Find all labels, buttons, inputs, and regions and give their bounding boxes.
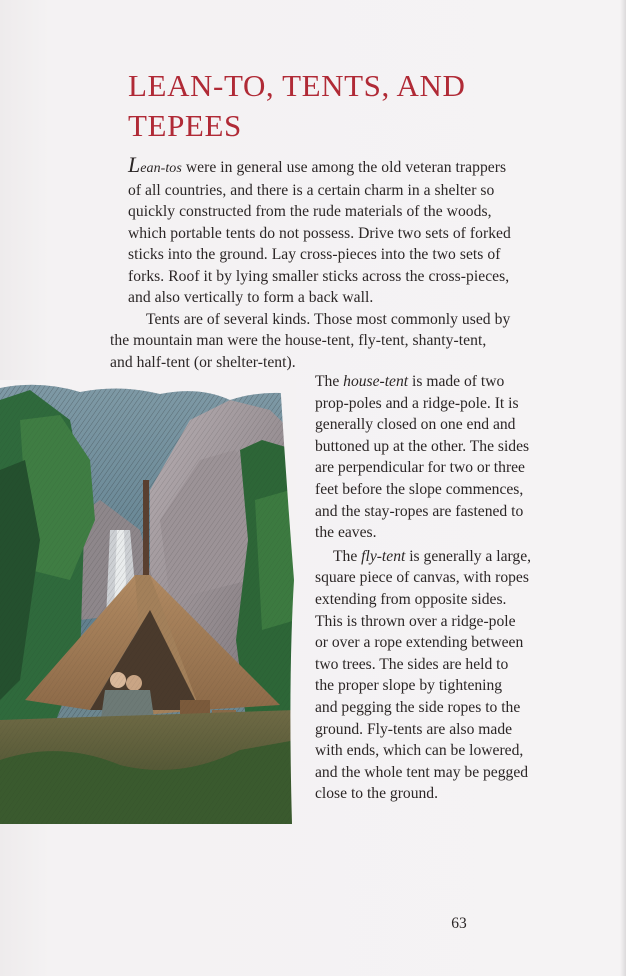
text-line: The [333,547,362,565]
right-column-text [315,371,547,805]
text-line: feet before the slope commences, [315,480,524,498]
text-line: generally closed on one end and [315,416,516,434]
drop-cap: L [128,152,141,177]
page-gutter-shadow [620,0,626,976]
text-line: forks. Roof it by lying smaller sticks across the cross-pieces, [128,267,510,285]
text-line: the eaves. [315,524,377,542]
title-line-2: TEPEES [128,108,242,143]
text-line: The [315,373,344,390]
tent-camp-engraving-illustration [0,380,296,824]
text-line: are perpendicular for two or three [315,459,525,477]
text-line: This is thrown over a ridge-pole [315,612,516,630]
paragraph-fly-tent [315,546,547,805]
lean-tos-italic: ean-tos [140,161,182,176]
page-number: 63 [451,915,467,932]
paragraph-lean-tos [128,152,548,309]
text-line: sticks into the ground. Lay cross-pieces into the two sets of [128,246,501,263]
intro-text-block [110,152,548,373]
text-line: were in general use among the old veteran trappers [181,159,507,176]
text-line: the proper slope by tightening [315,677,503,695]
title-line-1: LEAN-TO, TENTS, AND [128,68,466,103]
text-line: and half-tent (or shelter-tent). [110,353,296,371]
text-line: extending from opposite sides. [315,590,507,608]
chapter-title [128,66,528,146]
text-line: prop-poles and a ridge-pole. It is [315,394,519,412]
text-line: and also vertically to form a back wall. [128,289,374,306]
text-line: which portable tents do not possess. Drive two sets of forked [128,224,511,242]
text-line: is generally a large, [405,547,532,565]
fly-tent-italic: fly-tent [361,547,406,565]
paragraph-tent-kinds [110,309,548,374]
text-line: ground. Fly-tents are also made [315,720,513,738]
text-line: Tents are of several kinds. Those most commonly used by [146,310,511,328]
text-line: two trees. The sides are held to [315,655,509,673]
text-line: and the stay-ropes are fastened to [315,502,524,520]
text-line: or over a rope extending between [315,634,524,652]
text-line: square piece of canvas, with ropes [315,569,529,587]
text-line: quickly constructed from the rude materials of the woods, [128,203,492,220]
text-line: and pegging the side ropes to the [315,698,521,716]
text-line: with ends, which can be lowered, [315,742,524,760]
text-line: close to the ground. [315,785,438,803]
house-tent-italic: house-tent [343,373,409,390]
text-line: the mountain man were the house-tent, fly-tent, shanty-tent, [110,332,487,349]
paragraph-house-tent [315,371,547,544]
text-line: buttoned up at the other. The sides [315,437,530,455]
text-line: and the whole tent may be pegged [315,763,529,781]
text-line: is made of two [408,373,505,390]
text-line: of all countries, and there is a certain charm in a shelter so [128,181,495,199]
